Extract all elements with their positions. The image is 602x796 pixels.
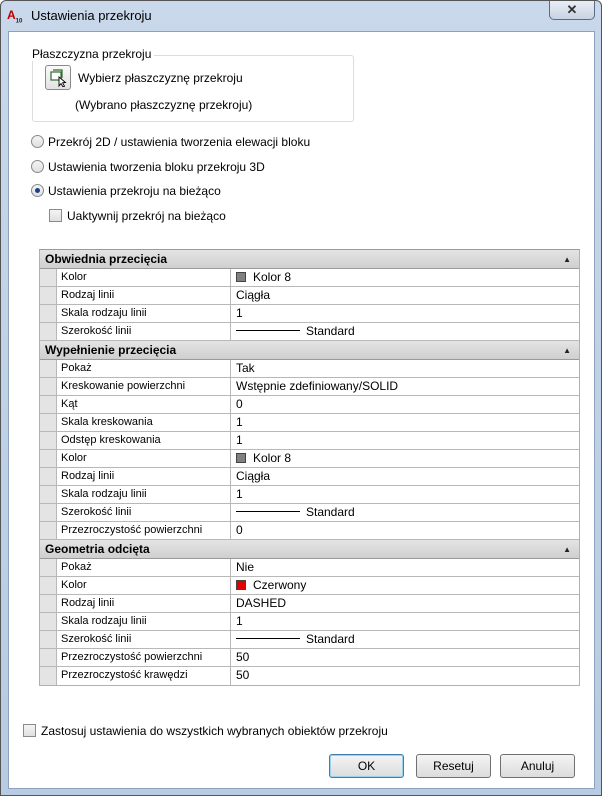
- activate-live-section-checkbox[interactable]: [49, 209, 62, 222]
- property-value[interactable]: [231, 305, 579, 322]
- property-row[interactable]: [40, 305, 579, 323]
- property-row[interactable]: [40, 323, 579, 341]
- property-value[interactable]: [231, 486, 579, 503]
- property-row[interactable]: [40, 522, 579, 540]
- property-value-text: 1: [236, 433, 243, 447]
- property-row[interactable]: [40, 631, 579, 649]
- row-gutter: [40, 613, 57, 630]
- color-swatch-icon: [236, 453, 246, 463]
- cancel-button[interactable]: Anuluj: [500, 754, 575, 778]
- property-value[interactable]: [231, 323, 579, 340]
- color-swatch-icon: [236, 272, 246, 282]
- property-name: Przezroczystość krawędzi: [57, 667, 231, 685]
- apply-all-checkbox-row[interactable]: [23, 723, 388, 739]
- color-swatch-icon: [236, 580, 246, 590]
- radio-3d-section-settings[interactable]: [31, 159, 265, 175]
- row-gutter: [40, 432, 57, 449]
- property-name: Kolor: [57, 450, 231, 467]
- property-value-text: 50: [236, 650, 250, 664]
- property-value-text: Czerwony: [253, 578, 307, 592]
- collapse-arrow-icon[interactable]: ▲: [563, 545, 571, 554]
- property-value[interactable]: [231, 396, 579, 413]
- section-header-wypelnienie-przeciecia[interactable]: [40, 341, 579, 360]
- row-gutter: [40, 269, 57, 286]
- row-gutter: [40, 649, 57, 666]
- property-value-text: Wstępnie zdefiniowany/SOLID: [236, 379, 399, 393]
- row-gutter: [40, 595, 57, 612]
- property-value[interactable]: [231, 577, 579, 594]
- property-value[interactable]: [231, 378, 579, 395]
- property-row[interactable]: [40, 269, 579, 287]
- property-value-text: DASHED: [236, 596, 287, 610]
- section-header-geometria-odcieta[interactable]: [40, 540, 579, 559]
- property-value-text: 1: [236, 415, 243, 429]
- property-row[interactable]: [40, 360, 579, 378]
- property-value[interactable]: [231, 631, 579, 648]
- property-row[interactable]: [40, 450, 579, 468]
- property-value-text: Standard: [306, 505, 355, 519]
- select-plane-icon: [49, 69, 69, 87]
- property-row[interactable]: [40, 432, 579, 450]
- property-row[interactable]: [40, 504, 579, 522]
- property-value[interactable]: [231, 649, 579, 666]
- row-gutter: [40, 287, 57, 304]
- radio-2d-indicator[interactable]: [31, 135, 44, 148]
- property-row[interactable]: [40, 486, 579, 504]
- property-row[interactable]: [40, 414, 579, 432]
- property-value-text: 1: [236, 487, 243, 501]
- property-value[interactable]: [231, 595, 579, 612]
- row-gutter: [40, 559, 57, 576]
- property-name: Skala kreskowania: [57, 414, 231, 431]
- property-name: Kolor: [57, 577, 231, 594]
- property-value-text: Tak: [236, 361, 255, 375]
- property-name: Odstęp kreskowania: [57, 432, 231, 449]
- property-value[interactable]: [231, 667, 579, 685]
- row-gutter: [40, 667, 57, 685]
- apply-all-label: Zastosuj ustawienia do wszystkich wybranych obiektów przekroju: [41, 724, 388, 738]
- property-value-text: Ciągła: [236, 469, 271, 483]
- property-value[interactable]: [231, 432, 579, 449]
- property-row[interactable]: [40, 577, 579, 595]
- row-gutter: [40, 522, 57, 539]
- lineweight-sample-icon: [236, 330, 300, 331]
- property-value-text: 50: [236, 668, 250, 682]
- property-value[interactable]: [231, 269, 579, 286]
- property-name: Skala rodzaju linii: [57, 613, 231, 630]
- title-bar: [1, 1, 601, 31]
- row-gutter: [40, 577, 57, 594]
- pick-section-plane-label: Wybierz płaszczyznę przekroju: [78, 71, 243, 85]
- property-value[interactable]: [231, 613, 579, 630]
- section-title: Wypełnienie przecięcia: [45, 343, 177, 357]
- property-row[interactable]: [40, 468, 579, 486]
- property-row[interactable]: [40, 649, 579, 667]
- property-name: Przezroczystość powierzchni: [57, 522, 231, 539]
- property-value[interactable]: [231, 468, 579, 485]
- property-row[interactable]: [40, 595, 579, 613]
- property-name: Skala rodzaju linii: [57, 486, 231, 503]
- property-row[interactable]: [40, 613, 579, 631]
- close-button[interactable]: ✕: [549, 1, 595, 20]
- property-value-text: Standard: [306, 632, 355, 646]
- property-value[interactable]: [231, 559, 579, 576]
- property-value[interactable]: [231, 414, 579, 431]
- property-value[interactable]: [231, 360, 579, 377]
- property-value-text: 0: [236, 397, 243, 411]
- section-plane-group-label: Płaszczyzna przekroju: [32, 47, 154, 61]
- window-title: Ustawienia przekroju: [31, 8, 152, 23]
- property-value[interactable]: [231, 450, 579, 467]
- row-gutter: [40, 468, 57, 485]
- row-gutter: [40, 323, 57, 340]
- row-gutter: [40, 396, 57, 413]
- apply-all-checkbox[interactable]: [23, 724, 36, 737]
- property-name: Rodzaj linii: [57, 287, 231, 304]
- row-gutter: [40, 360, 57, 377]
- property-name: Kreskowanie powierzchni: [57, 378, 231, 395]
- row-gutter: [40, 305, 57, 322]
- property-value-text: 1: [236, 614, 243, 628]
- autocad-app-icon: $A_{10}$: [7, 8, 23, 25]
- pick-section-plane-button[interactable]: [45, 65, 71, 90]
- radio-3d-label: Ustawienia tworzenia bloku przekroju 3D: [48, 160, 265, 174]
- property-name: Rodzaj linii: [57, 468, 231, 485]
- property-row[interactable]: [40, 378, 579, 396]
- property-name: Szerokość linii: [57, 504, 231, 521]
- radio-2d-label: Przekrój 2D / ustawienia tworzenia elewacji bloku: [48, 135, 311, 149]
- properties-grid: [39, 249, 580, 686]
- property-value-text: Kolor 8: [253, 270, 292, 284]
- radio-live-indicator[interactable]: [31, 184, 44, 197]
- collapse-arrow-icon[interactable]: ▲: [563, 346, 571, 355]
- radio-live-label: Ustawienia przekroju na bieżąco: [48, 184, 221, 198]
- property-name: Szerokość linii: [57, 323, 231, 340]
- row-gutter: [40, 414, 57, 431]
- property-name: Rodzaj linii: [57, 595, 231, 612]
- section-title: Geometria odcięta: [45, 542, 150, 556]
- collapse-arrow-icon[interactable]: ▲: [563, 255, 571, 264]
- activate-live-section-checkbox-row[interactable]: [49, 208, 226, 224]
- section-plane-status: (Wybrano płaszczyznę przekroju): [75, 98, 253, 112]
- radio-live-section-settings[interactable]: [31, 183, 221, 199]
- lineweight-sample-icon: [236, 511, 300, 512]
- row-gutter: [40, 378, 57, 395]
- activate-live-section-label: Uaktywnij przekrój na bieżąco: [67, 209, 226, 223]
- property-row[interactable]: [40, 667, 579, 685]
- property-value-text: 0: [236, 523, 243, 537]
- property-value[interactable]: [231, 522, 579, 539]
- radio-3d-indicator[interactable]: [31, 160, 44, 173]
- reset-button[interactable]: Resetuj: [416, 754, 491, 778]
- property-value-text: Ciągła: [236, 288, 271, 302]
- property-row[interactable]: [40, 287, 579, 305]
- row-gutter: [40, 631, 57, 648]
- row-gutter: [40, 450, 57, 467]
- property-value[interactable]: [231, 504, 579, 521]
- row-gutter: [40, 504, 57, 521]
- property-name: Kąt: [57, 396, 231, 413]
- property-name: Przezroczystość powierzchni: [57, 649, 231, 666]
- property-value-text: Kolor 8: [253, 451, 292, 465]
- radio-2d-section-settings[interactable]: [31, 134, 310, 150]
- property-name: Skala rodzaju linii: [57, 305, 231, 322]
- section-header-obwiednia-przeciecia[interactable]: [40, 250, 579, 269]
- lineweight-sample-icon: [236, 638, 300, 639]
- property-name: Pokaż: [57, 360, 231, 377]
- property-row[interactable]: [40, 559, 579, 577]
- section-title: Obwiednia przecięcia: [45, 252, 168, 266]
- row-gutter: [40, 486, 57, 503]
- property-name: Kolor: [57, 269, 231, 286]
- property-value-text: 1: [236, 306, 243, 320]
- property-value-text: Standard: [306, 324, 355, 338]
- property-row[interactable]: [40, 396, 579, 414]
- property-name: Pokaż: [57, 559, 231, 576]
- ok-button[interactable]: OK: [329, 754, 404, 778]
- property-value-text: Nie: [236, 560, 255, 574]
- property-name: Szerokość linii: [57, 631, 231, 648]
- property-value[interactable]: [231, 287, 579, 304]
